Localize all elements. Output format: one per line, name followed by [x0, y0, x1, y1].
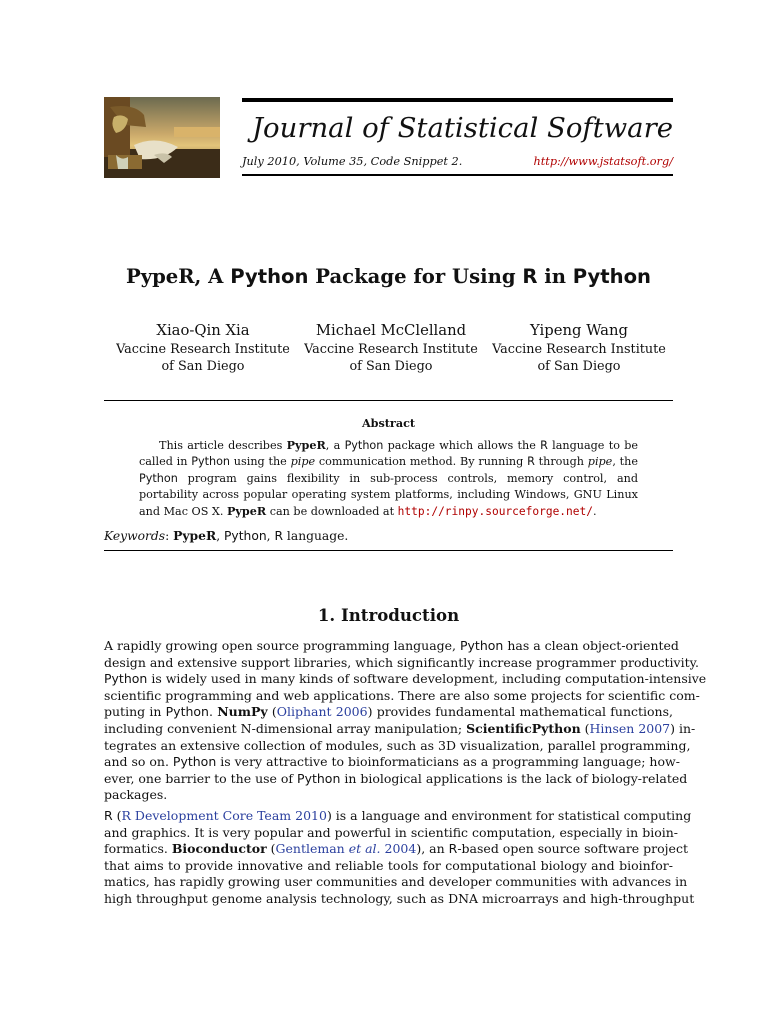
body-text: high throughput genome analysis technology, such as DNA microarrays and high-throughput [104, 890, 695, 906]
intro-paragraph-2 [104, 808, 695, 908]
abstract-text: program gains flexibility in sub-process controls, memory control, and portability across popular operating system platforms, including Windows, GNU Linux and Mac OS X. [139, 471, 638, 519]
abstract-rule-top [104, 400, 673, 401]
body-text: ( [267, 704, 277, 720]
abstract-text: communication method. By running [315, 455, 528, 469]
r-name: R [104, 808, 113, 823]
body-text: formatics. [104, 841, 172, 857]
pipe-term: pipe [587, 455, 613, 469]
download-link[interactable]: http://rinpy.sourceforge.net/ [397, 505, 593, 519]
body-text: is very attractive to bioinformaticians as a programming language; how- [216, 754, 680, 770]
body-text: design and extensive support libraries, which significantly increase programmer productivity. [104, 654, 700, 670]
numpy-name: NumPy [217, 704, 268, 720]
author-name: Michael McClelland [315, 322, 467, 339]
body-text: ( [580, 720, 590, 736]
python-name: Python [139, 471, 178, 485]
citation-part: 2004 [380, 841, 417, 857]
title-python: Python [572, 265, 652, 288]
r-name: R [448, 841, 458, 857]
body-text: in biological applications is the lack of biology-related [340, 770, 688, 786]
abstract-text: using the [230, 455, 291, 469]
pyper-name: PypeR [227, 504, 267, 519]
citation-hinsen-link[interactable]: Hinsen 2007 [589, 720, 671, 736]
abstract-text: through [534, 455, 588, 469]
author-affiliation: Vaccine Research Institute [116, 342, 290, 357]
header-rule-bottom [242, 174, 673, 176]
bioconductor-name: Bioconductor [171, 841, 267, 857]
keywords-sep: , [266, 529, 275, 543]
body-text: ) provides fundamental mathematical functions, [367, 704, 673, 720]
keyword-r: R [274, 529, 284, 543]
journal-logo-painting [104, 97, 220, 178]
author-affiliation: Vaccine Research Institute [492, 342, 666, 357]
body-text: is widely used in many kinds of software development, including computation-intensive [147, 671, 707, 687]
keyword-python: Python [224, 529, 267, 543]
title-python: Python [230, 265, 309, 288]
author-block [484, 321, 674, 375]
paper-title [104, 262, 673, 292]
abstract-rule-bottom [104, 550, 673, 551]
body-text: and graphics. It is very popular and powerful in scientific computation, especially in bioin- [104, 824, 678, 840]
keywords-label: Keywords [104, 529, 166, 543]
abstract-text: can be downloaded at [266, 505, 398, 519]
abstract-text: language to be called in [139, 439, 638, 469]
scientificpython-name: ScientificPython [466, 720, 581, 736]
pipe-term: pipe [290, 455, 316, 469]
citation-part: Gentleman [275, 841, 349, 857]
citation-rteam-link[interactable]: R Development Core Team 2010 [121, 808, 327, 823]
python-name: Python [191, 455, 231, 469]
body-text: puting in [104, 704, 166, 720]
body-text: has a clean object-oriented [503, 638, 679, 653]
body-text: ( [112, 808, 122, 823]
keywords-sep: , [216, 529, 225, 543]
body-text: including convenient N-dimensional array manipulation; [104, 720, 467, 736]
pyper-name: PypeR [286, 438, 326, 452]
title-part: in [537, 265, 573, 288]
body-text: packages. [104, 787, 168, 803]
citation-gentleman-link[interactable] [276, 841, 417, 856]
author-affiliation: of San Diego [349, 359, 433, 374]
citation-part: et al. [348, 841, 381, 857]
body-text: A rapidly growing open source programming language, [104, 638, 460, 653]
body-text: ( [266, 841, 276, 857]
journal-url-link[interactable]: http://www.jstatsoft.org/ [533, 155, 673, 168]
keywords-sep: : [165, 529, 174, 543]
keyword-pyper: PypeR [173, 528, 217, 543]
python-name: Python [297, 770, 341, 786]
body-text: and so on. [104, 754, 173, 770]
author-affiliation: Vaccine Research Institute [304, 342, 478, 357]
body-text: matics, has rapidly growing user communities and developer communities with advances in [104, 874, 688, 890]
body-text: . [208, 704, 218, 720]
r-name: R [540, 439, 548, 452]
python-name: Python [344, 439, 384, 452]
title-part: PypeR, A [125, 265, 231, 288]
title-part: Package for Using [308, 265, 523, 288]
keyword-r-rest: language. [283, 529, 349, 543]
issue-info: July 2010, Volume 35, Code Snippet 2. [242, 155, 463, 168]
body-text: ) is a language and environment for statistical computing [326, 808, 692, 823]
body-text: that aims to provide innovative and reliable tools for computational biology and bioinfor- [104, 857, 673, 873]
author-block [296, 321, 486, 375]
citation-oliphant-link[interactable]: Oliphant 2006 [276, 704, 368, 720]
title-r: R [522, 265, 538, 288]
keywords-line [104, 527, 673, 545]
body-text: ever, one barrier to the use of [104, 770, 298, 786]
body-text: ) in- [670, 720, 696, 736]
body-text: ), an [416, 841, 449, 857]
abstract-text: package which allows the [383, 439, 541, 452]
abstract-text: , the [612, 455, 638, 469]
abstract-text: , a [325, 439, 345, 452]
author-affiliation: of San Diego [537, 359, 621, 374]
python-name: Python [165, 704, 209, 720]
python-name: Python [172, 754, 217, 770]
header-rule-top [242, 98, 673, 102]
author-name: Xiao-Qin Xia [156, 322, 250, 339]
r-name: R [527, 455, 535, 469]
journal-name: Journal of Statistical Software [252, 112, 673, 144]
abstract-heading: Abstract [361, 416, 416, 430]
author-affiliation: of San Diego [161, 359, 245, 374]
abstract-text: . [592, 505, 597, 519]
body-text: -based open source software project [457, 841, 688, 857]
section-heading: 1. Introduction [317, 605, 460, 625]
author-name: Yipeng Wang [530, 322, 628, 339]
author-block [108, 321, 298, 375]
body-text: tegrates an extensive collection of modules, such as 3D visualization, parallel programming, [104, 737, 691, 753]
python-name: Python [104, 671, 148, 687]
intro-paragraph-1 [104, 638, 707, 804]
python-name: Python [460, 638, 504, 653]
abstract-body [139, 437, 638, 520]
issue-line [242, 154, 673, 170]
body-text: scientific programming and web applications. There are also some projects for scientific com- [104, 687, 700, 703]
abstract-text: This article describes [159, 439, 287, 452]
